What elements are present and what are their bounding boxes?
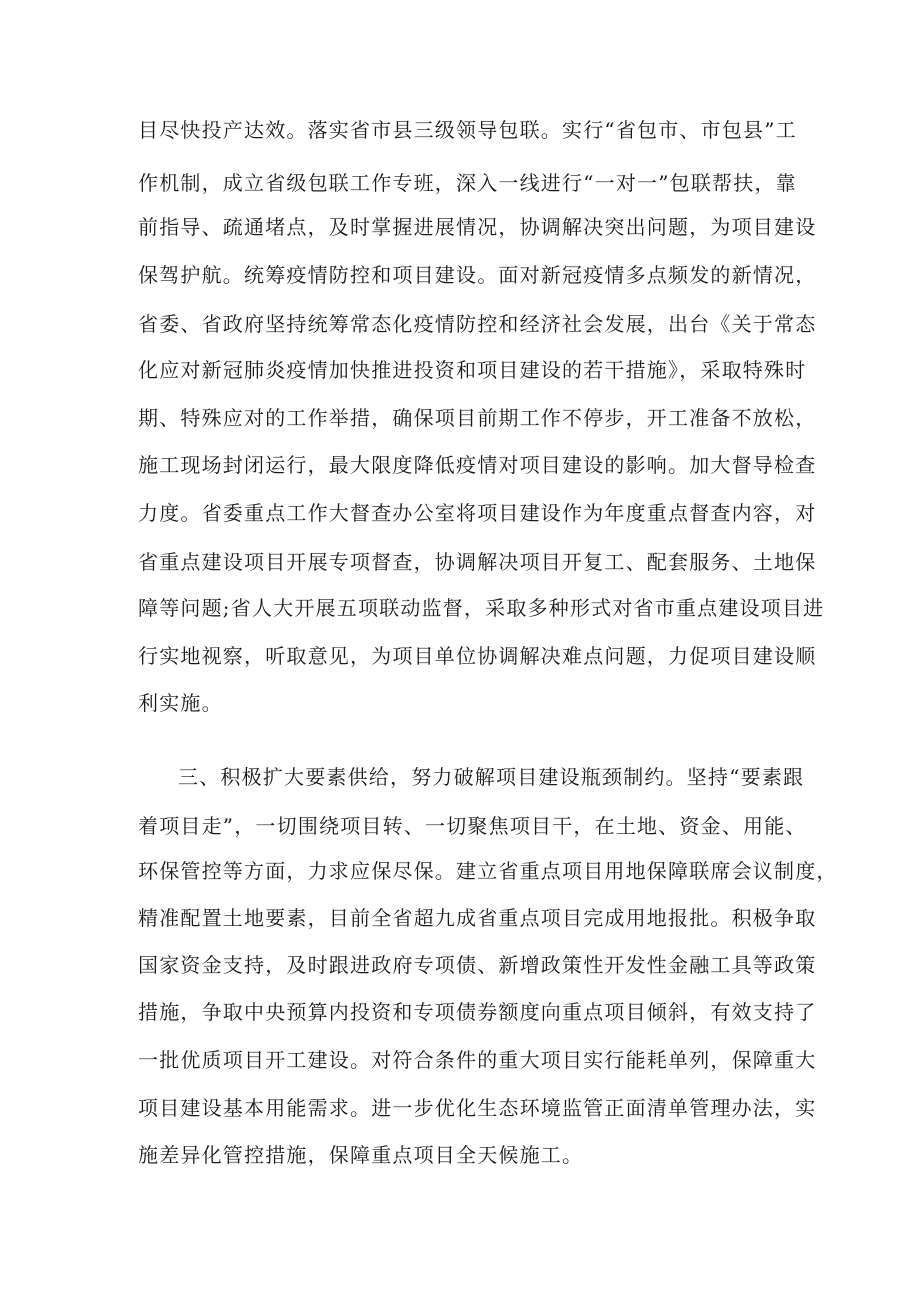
paragraph-line: 精准配置土地要素，目前全省超九成省重点项目完成用地报批。积极争取 <box>138 906 817 930</box>
paragraph-line: 省重点建设项目开展专项督查，协调解决项目开复工、配套服务、土地保 <box>138 550 817 574</box>
paragraph-line: 项目建设基本用能需求。进一步优化生态环境监管正面清单管理办法，实 <box>138 1096 817 1120</box>
paragraph-line: 期、特殊应对的工作举措，确保项目前期工作不停步，开工准备不放松， <box>138 406 817 430</box>
paragraph-line: 力度。省委重点工作大督查办公室将项目建设作为年度重点督查内容，对 <box>138 501 817 525</box>
paragraph-line: 目尽快投产达效。落实省市县三级领导包联。实行“省包市、市包县”工 <box>138 118 797 142</box>
paragraph-line: 国家资金支持，及时跟进政府专项债、新增政策性开发性金融工具等政策 <box>138 953 817 977</box>
paragraph-line: 环保管控等方面，力求应保尽保。建立省重点项目用地保障联席会议制度， <box>138 859 838 883</box>
paragraph-line: 省委、省政府坚持统筹常态化疫情防控和经济社会发展，出台《关于常态 <box>138 312 817 336</box>
paragraph-line: 保驾护航。统筹疫情防控和项目建设。面对新冠疫情多点频发的新情况， <box>138 263 817 287</box>
paragraph-line: 三、积极扩大要素供给，努力破解项目建设瓶颈制约。坚持“要素跟 <box>178 765 805 789</box>
paragraph-line: 化应对新冠肺炎疫情加快推进投资和项目建设的若干措施》，采取特殊时 <box>138 358 807 382</box>
paragraph-line: 前指导、疏通堵点，及时掌握进展情况，协调解决突出问题，为项目建设 <box>138 215 817 239</box>
paragraph-line: 作机制，成立省级包联工作专班，深入一线进行“一对一”包联帮扶，靠 <box>138 171 797 195</box>
paragraph-line: 措施，争取中央预算内投资和专项债券额度向重点项目倾斜，有效支持了 <box>138 1000 817 1024</box>
paragraph-line: 行实地视察，听取意见，为项目单位协调解决难点问题，力促项目建设顺 <box>138 644 817 668</box>
paragraph-line: 障等问题;省人大开展五项联动监督，采取多种形式对省市重点建设项目进 <box>138 596 825 620</box>
paragraph-line: 施工现场封闭运行，最大限度降低疫情对项目建设的影响。加大督导检查 <box>138 453 817 477</box>
paragraph-line: 利实施。 <box>138 691 223 715</box>
paragraph-line: 一批优质项目开工建设。对符合条件的重大项目实行能耗单列，保障重大 <box>138 1048 817 1072</box>
paragraph-line: 施差异化管控措施，保障重点项目全天候施工。 <box>138 1143 584 1167</box>
paragraph-line: 着项目走”，一切围绕项目转、一切聚焦项目干，在土地、资金、用能、 <box>138 814 807 838</box>
